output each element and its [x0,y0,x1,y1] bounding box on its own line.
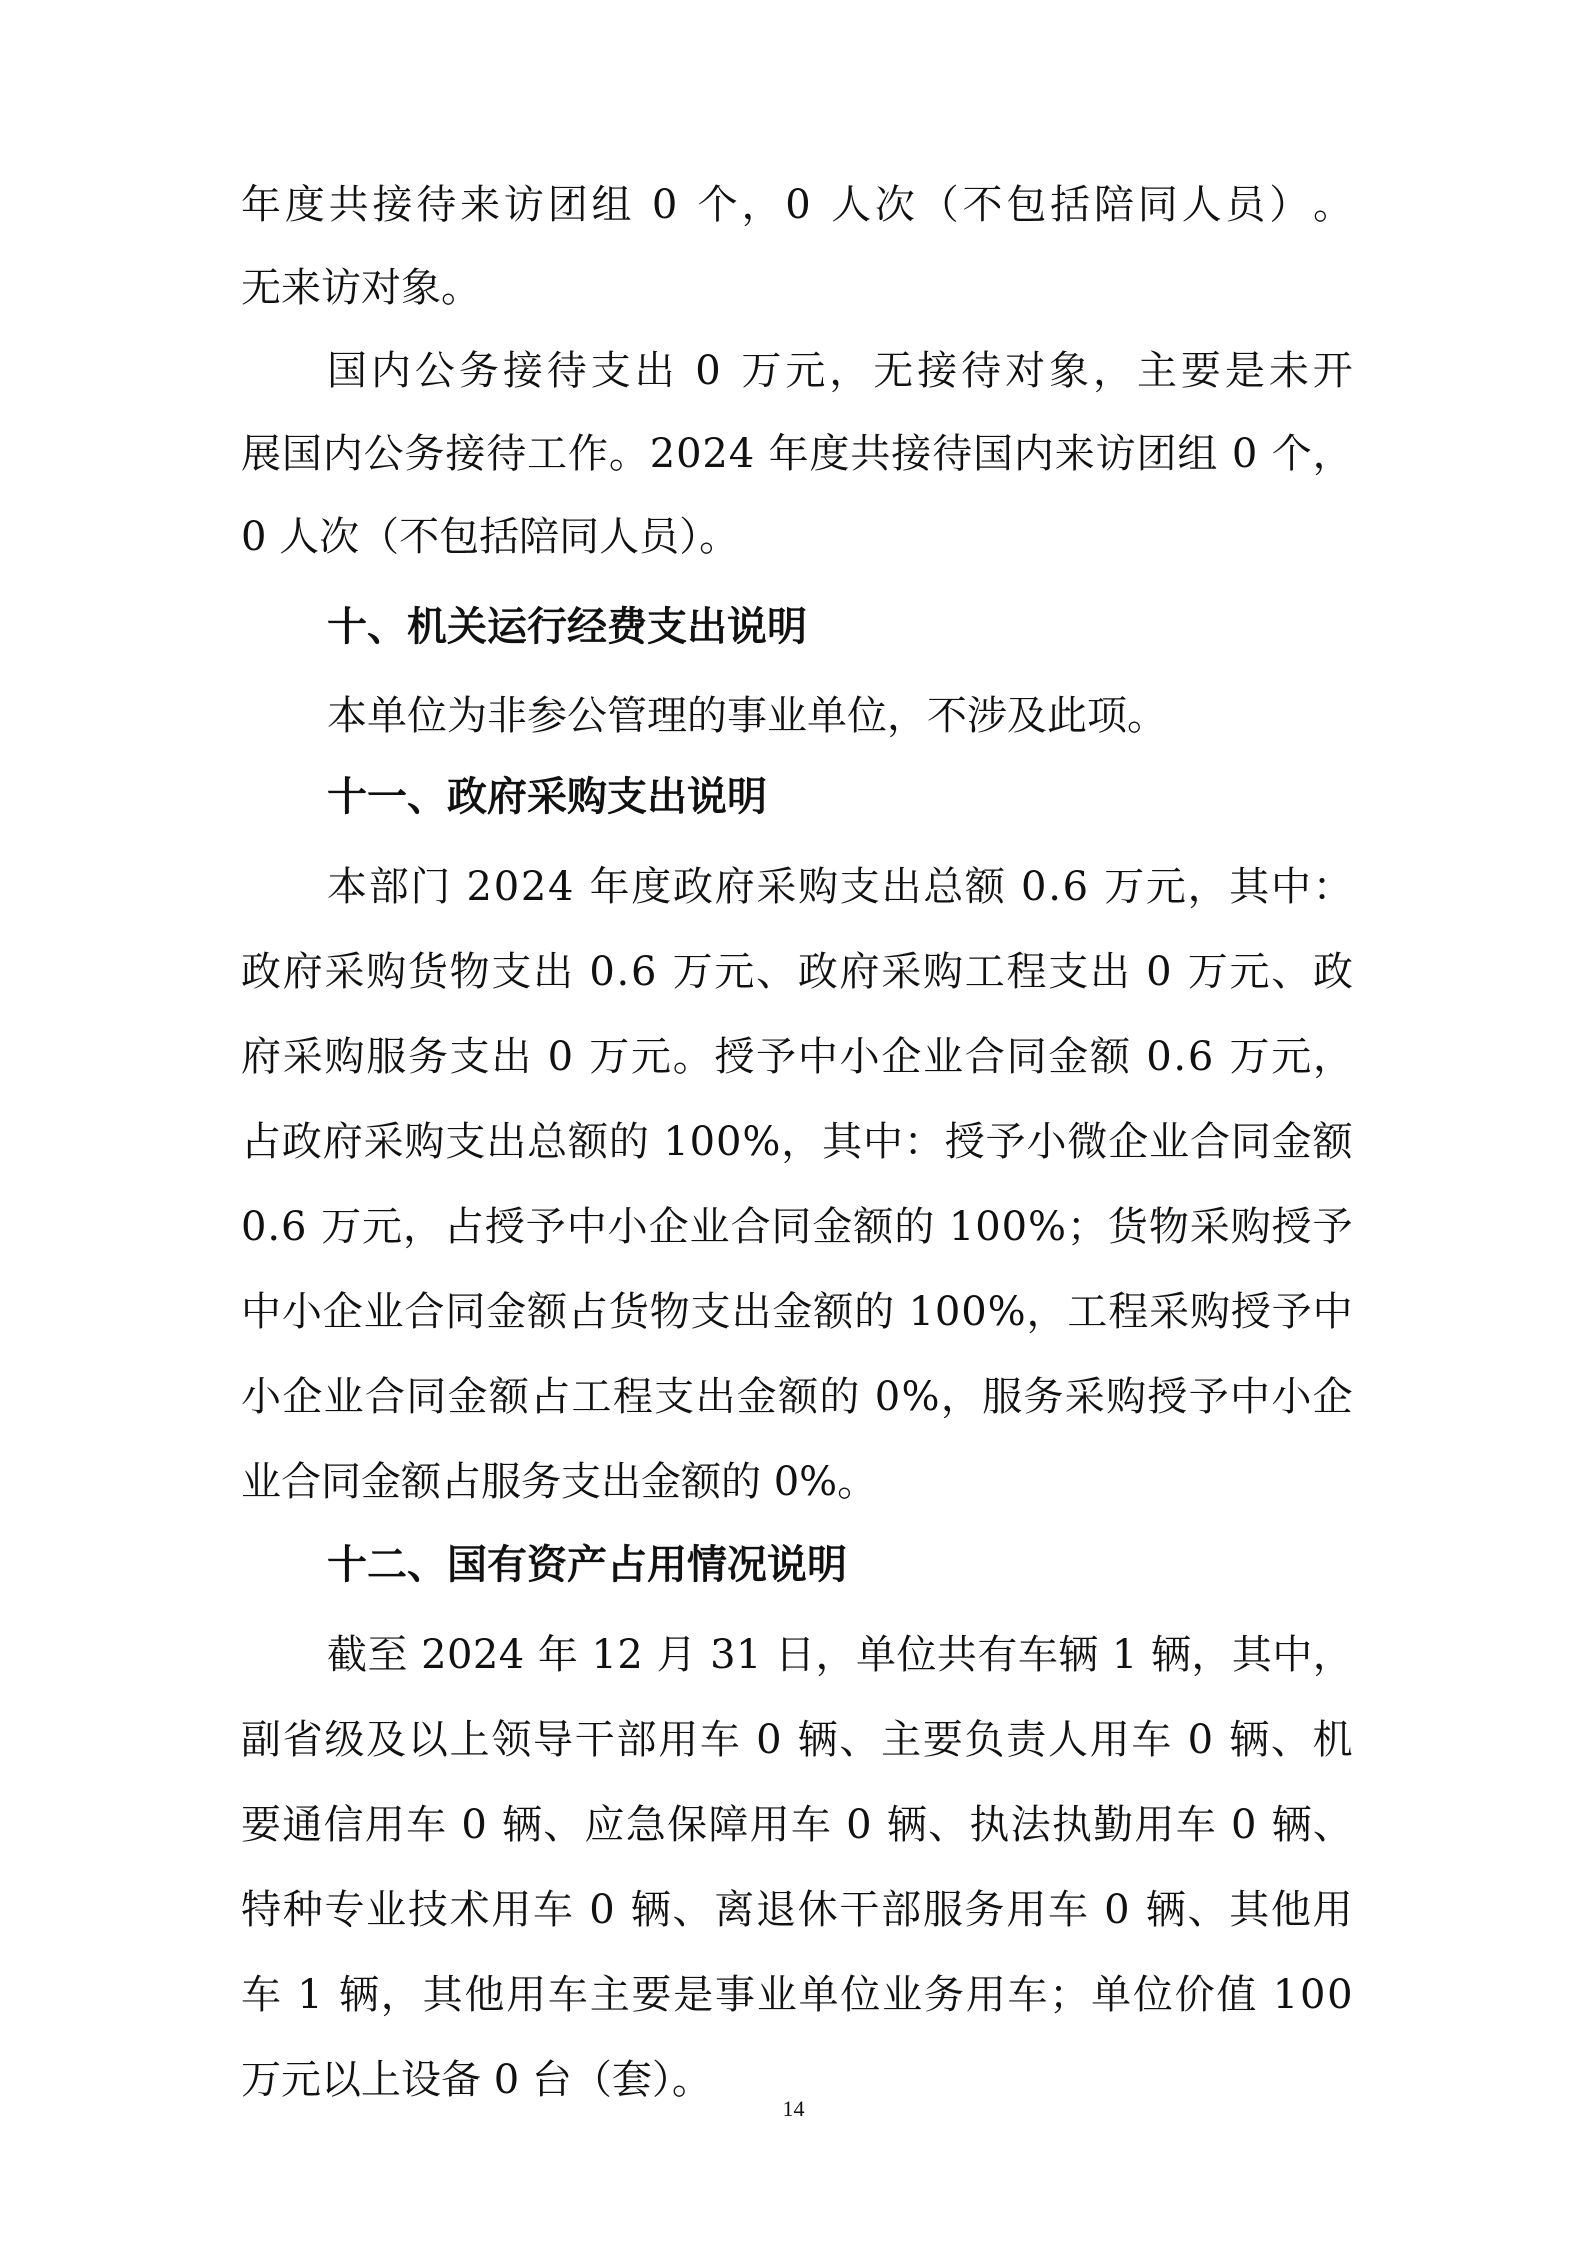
paragraph-line: 中 小 企 业 合 同 金 额 占 货 物 支 出 金 额 的 1 0 0 % ， 工 程 采 购 授 予 中 [241,1289,1353,1335]
page-number: 14 [782,2096,805,2121]
paragraph-line: 政 府 采 购 货 物 支 出 0 . 6 万 元 、 政 府 采 购 工 程 支 出 0 万 元 、 政 [241,949,1353,995]
paragraph-line: 副 省 级 及 以 上 领 导 干 部 用 车 0 辆 、 主 要 负 责 人 用 车 0 辆 、 机 [241,1717,1353,1763]
paragraph-line: 占 政 府 采 购 支 出 总 额 的 1 0 0 % ， 其 中 ： 授 予 小 微 企 业 合 同 金 额 [241,1119,1353,1165]
paragraph-line: 无来访对象。 [241,265,481,311]
paragraph-line: 小 企 业 合 同 金 额 占 工 程 支 出 金 额 的 0 % ， 服 务 采 购 授 予 中 小 企 [241,1374,1353,1420]
paragraph-line: 年 度 共 接 待 来 访 团 组 0 个 ， 0 人 次 （ 不 包 括 陪 同 人 员 ） 。 [241,182,1353,228]
paragraph-line: 本 部 门 2 0 2 4 年 度 政 府 采 购 支 出 总 额 0 . 6 万 元 ， 其 中 ： [327,864,1353,910]
section-heading-10: 十、机关运行经费支出说明 [327,604,807,650]
paragraph-line: 0 人次（不包括陪同人员）。 [241,514,740,560]
paragraph-line: 截 至 2 0 2 4 年 1 2 月 3 1 日 ， 单 位 共 有 车 辆 1 辆 ， 其 中 ， [327,1632,1353,1678]
paragraph-line: 府 采 购 服 务 支 出 0 万 元 。 授 予 中 小 企 业 合 同 金 额 0 . 6 万 元 ， [241,1034,1353,1080]
paragraph-line: 国 内 公 务 接 待 支 出 0 万 元 ， 无 接 待 对 象 ， 主 要 是 未 开 [327,348,1353,394]
paragraph-line: 万元以上设备 0 台（套）。 [241,2057,712,2103]
paragraph-line: 特 种 专 业 技 术 用 车 0 辆 、 离 退 休 干 部 服 务 用 车 0 辆 、 其 他 用 [241,1887,1353,1933]
paragraph-line: 要 通 信 用 车 0 辆 、 应 急 保 障 用 车 0 辆 、 执 法 执 勤 用 车 0 辆 、 [241,1802,1353,1848]
paragraph-line: 0 . 6 万 元 ， 占 授 予 中 小 企 业 合 同 金 额 的 1 0 0 % ； 货 物 采 购 授 予 [241,1204,1353,1250]
section-heading-12: 十二、国有资产占用情况说明 [327,1542,847,1588]
paragraph-line: 业合同金额占服务支出金额的 0%。 [241,1459,878,1505]
section-heading-11: 十一、政府采购支出说明 [327,774,767,820]
paragraph-line: 本单位为非参公管理的事业单位，不涉及此项。 [327,693,1167,739]
paragraph-line: 展 国 内 公 务 接 待 工 作 。 2 0 2 4 年 度 共 接 待 国 内 来 访 团 组 0 个 ， [241,431,1353,477]
paragraph-line: 车 1 辆 ， 其 他 用 车 主 要 是 事 业 单 位 业 务 用 车 ； 单 位 价 值 1 0 0 [241,1972,1353,2018]
